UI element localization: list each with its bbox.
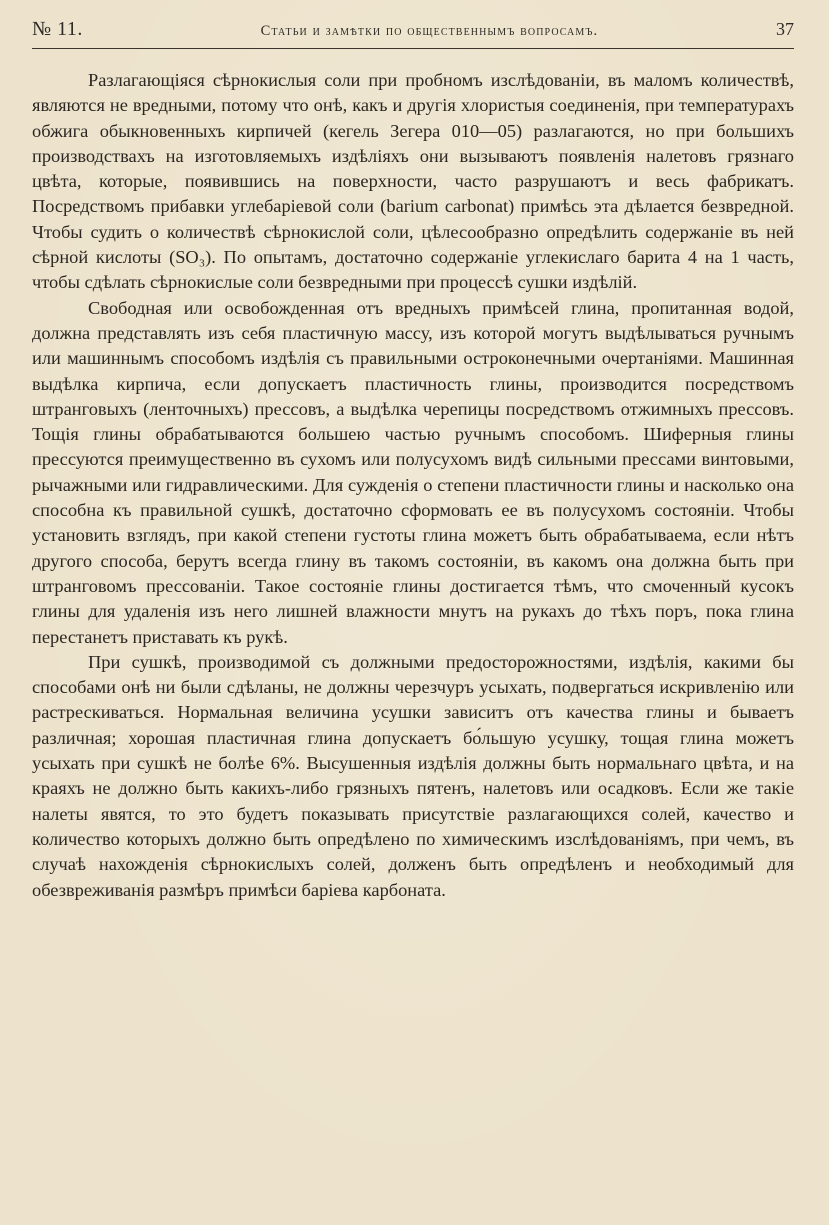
paragraph: Свободная или освобожденная отъ вредныхъ примѣсей глина, пропитанная водой, должна представлять изъ себя пластичную массу, изъ которой могутъ выдѣлываться ручнымъ или машиннымъ способомъ издѣлія съ правильными остроконечными очертаніями. Машинная выдѣлка кирпича, если допускаетъ пластичность глины, производится посредствомъ штранговыхъ (ленточныхъ) прессовъ, а выдѣлка черепицы посредствомъ отжимныхъ прессовъ. Тощія глины обрабатываются большею частью ручнымъ способомъ. Шиферныя глины прессуются преимущественно въ сухомъ или полусухомъ видѣ сильными прессами винтовыми, рычажными или гидравлическими. Для сужденія о степени пластичности глины и насколько она способна къ правильной сушкѣ, достаточно сформовать ее въ полусухомъ состояніи. Чтобы установить взглядъ, при какой степени густоты глина можетъ быть обрабатываема, если нѣтъ другого способа, берутъ всегда глину въ такомъ состояніи, въ какомъ она должна быть при штранговомъ прессованіи. Такое состояніе глины достигается тѣмъ, что смоченный кусокъ глины для удаленія изъ него лишней влажности мнутъ на рукахъ до тѣхъ поръ, пока глина перестанетъ приставать къ рукѣ. (32, 297, 794, 647)
running-header (32, 18, 794, 48)
paragraph: При сушкѣ, производимой съ должными предосторожностями, издѣлія, какими бы способами онѣ ни были сдѣланы, не должны черезчуръ усыхать, подвергаться искривленію или растрескиваться. Нормальная величина усушки зависитъ отъ качества глины и бываетъ различная; хорошая пластичная глина допускаетъ бо́льшую усушку, тощая глина можетъ усыхать при сушкѣ не болѣе 6%. Высушенныя издѣлія должны быть нормальнаго цвѣта, и на краяхъ не должно быть какихъ-либо грязныхъ пятенъ, налетовъ или осадковъ. Если же такіе налеты явятся, то это будетъ показывать присутствіе разлагающихся солей, качество и количество которыхъ должно быть опредѣлено по химическимъ изслѣдованіямъ, при чемъ, въ случаѣ нахожденія сѣрнокислыхъ солей, долженъ быть опредѣленъ и необходимый для обезвреживанія размѣръ примѣси баріева карбоната. (32, 651, 794, 900)
header-rule (32, 48, 794, 49)
paragraph: Разлагающіяся сѣрнокислыя соли при пробномъ изслѣдованіи, въ маломъ количествѣ, являются не вредными, потому что онѣ, какъ и другія хлористыя соединенія, при температурахъ обжига обыкновенныхъ кирпичей (кегель Зегера 010—05) разлагаются, но при большихъ производствахъ на изготовляемыхъ издѣліяхъ они вызываютъ появленія налетовъ грязнаго цвѣта, которые, появившись на поверхности, часто разрушаютъ и весь фабрикатъ. Посредствомъ прибавки углебаріевой соли (barium carbonat) примѣсь эта дѣлается безвредной. Чтобы судить о количествѣ сѣрнокислой соли, цѣлесообразно опредѣлить содержаніе въ ней сѣрной кислоты (SO₃). По опытамъ, достаточно содержаніе углекислаго барита 4 на 1 часть, чтобы сдѣлать сѣрнокислые соли безвредными при процессѣ сушки издѣлій. (32, 70, 794, 293)
issue-number: № 11. (32, 18, 83, 40)
article-body (32, 68, 794, 903)
page-number: 37 (775, 19, 794, 39)
running-title: Статьи и замѣтки по общественнымъ вопросамъ. (260, 23, 599, 39)
